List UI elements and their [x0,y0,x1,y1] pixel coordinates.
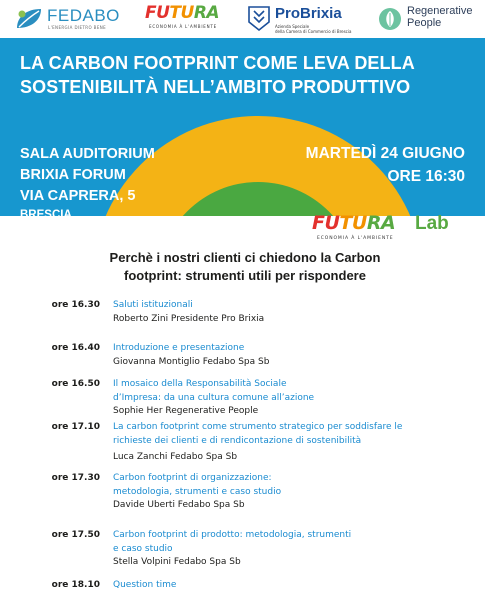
fedabo-tagline: L'ENERGIA DIETRO BENE [48,25,107,30]
agenda-topic: Carbon footprint di organizzazione: [113,473,272,483]
regenerative-people-logo [378,4,478,34]
probrixia-sub-line2: della Camera di Commercio di Brescia [275,29,352,34]
probrixia-wordmark: ProBrixia [275,5,342,22]
agenda-topic: Question time [113,580,177,590]
agenda-speaker: Sophie Her Regenerative People [113,406,259,416]
subtitle-line2: footprint: strumenti utili per rispondere [124,268,366,283]
venue-city: BRESCIA [20,209,72,221]
agenda-topic: Introduzione e presentazione [113,343,245,353]
agenda-topic-line2: richieste dei clienti e di rendicontazione di sostenibilità [113,435,362,446]
agenda-speaker: Roberto Zini Presidente Pro Brixia [113,313,265,324]
futura-lab-wordmark: FUTURA [312,212,396,234]
agenda-time: ore 16.40 [51,343,100,353]
agenda-topic: Carbon footprint di prodotto: metodologia, strumenti [113,530,352,540]
event-title-line1: LA CARBON FOOTPRINT COME LEVA DELLA [20,53,415,73]
venue-address: VIA CAPRERA, 5 [20,188,136,204]
probrixia-subtitle [275,24,351,34]
agenda-time: ore 17.10 [51,422,100,432]
agenda-time: ore 18.10 [51,580,100,590]
agenda-topic-line2: metodologia, strumenti e caso studio [113,486,282,497]
futura-tagline: ECONOMIA À L'AMBIENTE [149,24,217,29]
agenda-topic-line2: d’Impresa: da una cultura comune all’azione [113,392,315,403]
fedabo-leaf-icon [14,7,44,31]
subtitle-line1: Perchè i nostri clienti ci chiedono la Carbon [109,250,381,265]
event-venue [20,144,155,223]
agenda-time: ore 17.50 [51,530,100,540]
agenda-topic-line2: e caso studio [113,543,173,554]
venue-building: BRIXIA FORUM [20,167,126,183]
agenda-speaker: Davide Uberti Fedabo Spa Sb [113,500,245,510]
futura-lab-logo [312,212,462,246]
agenda-speaker: Luca Zanchi Fedabo Spa Sb [113,452,238,462]
agenda-time: ore 16.30 [51,300,100,310]
event-subtitle [60,249,430,285]
event-datetime [306,142,465,188]
futura-wordmark: FUTURA [145,3,220,23]
futura-logo [145,3,230,35]
regenerative-people-leaf-icon [378,7,402,31]
agenda-time: ore 16.50 [51,379,100,389]
fedabo-logo [14,3,134,35]
probrixia-logo [247,3,362,35]
probrixia-emblem-icon [247,5,271,31]
futura-lab-tagline: ECONOMIA À L'AMBIENTE [317,236,394,241]
regen-line2: People [407,17,442,29]
event-time: ORE 16:30 [387,168,465,185]
partner-logo-bar [0,0,485,38]
agenda-topic: La carbon footprint come strumento strategico per soddisfare le [113,422,403,432]
fedabo-wordmark: FEDABO [47,6,120,25]
event-date: MARTEDÌ 24 GIUGNO [305,145,465,162]
futura-lab-lab-text: Lab [415,213,449,234]
agenda-topic: Il mosaico della Responsabilità Sociale [113,379,287,389]
regen-line1: Regenerative [407,5,473,17]
agenda-speaker: Giovanna Montiglio Fedabo Spa Sb [113,356,270,367]
regenerative-people-wordmark [407,5,472,29]
agenda-time: ore 17.30 [51,473,100,483]
probrixia-sub-line1: Azienda Speciale [275,24,310,29]
event-title-line2: SOSTENIBILITÀ NELL’AMBITO PRODUTTIVO [20,77,411,97]
event-title [20,51,470,99]
agenda-topic: Saluti istituzionali [113,300,193,310]
venue-room: SALA AUDITORIUM [20,146,155,162]
agenda-speaker: Stella Volpini Fedabo Spa Sb [113,557,241,567]
